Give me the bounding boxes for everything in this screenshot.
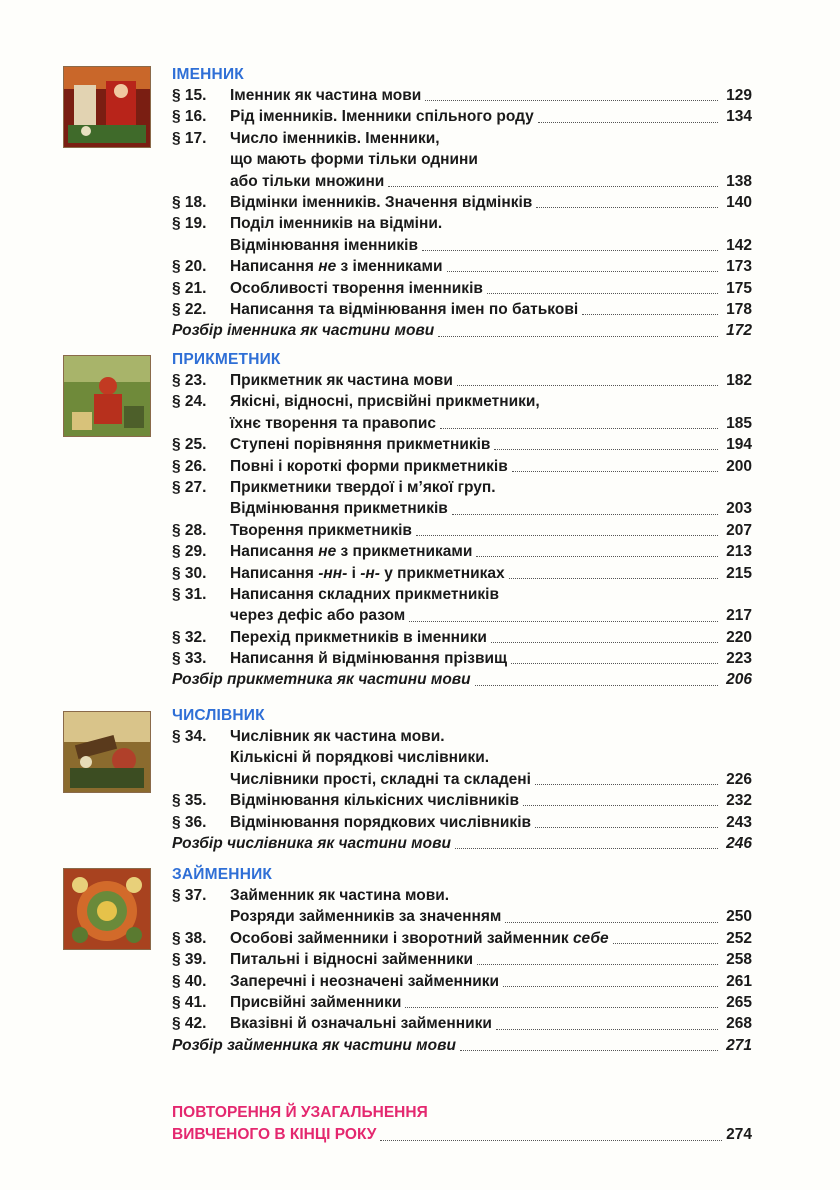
section-illustration (63, 868, 151, 950)
toc-entry (172, 192, 752, 213)
leader-dots (496, 1029, 718, 1030)
entry-title: Повні і короткі форми прикметників (230, 457, 508, 475)
final-title-line-2: ВИВЧЕНОГО В КІНЦІ РОКУ 274 (172, 1124, 752, 1146)
entry-title: Особливості творення іменників (230, 279, 483, 297)
toc-entry (172, 928, 752, 949)
entry-title-part: Написання (230, 564, 319, 582)
paragraph-number: § 19. (172, 215, 207, 233)
paragraph-number: § 25. (172, 436, 207, 454)
page-number: 173 (726, 258, 752, 276)
toc-entry (172, 498, 752, 519)
toc-entry (172, 906, 752, 927)
paragraph-number: § 40. (172, 972, 207, 990)
toc-entry (172, 669, 752, 690)
entry-title: Прикметники твердої і м’якої груп. (230, 478, 496, 496)
leader-dots (487, 293, 718, 294)
page-number: 213 (726, 543, 752, 561)
section-entries (172, 885, 752, 1056)
entry-title: Числівник як частина мови. (230, 728, 445, 745)
leader-dots (380, 1140, 722, 1141)
toc-entry (172, 747, 752, 768)
paragraph-number: § 35. (172, 792, 207, 810)
toc-entry (172, 563, 752, 584)
leader-dots (455, 848, 718, 849)
toc-entry (172, 171, 752, 192)
leader-dots (425, 100, 718, 101)
page-number: 142 (726, 236, 752, 254)
paragraph-number: § 21. (172, 279, 207, 297)
leader-dots (416, 535, 718, 536)
toc-entry (172, 971, 752, 992)
page-number: 246 (726, 834, 752, 852)
leader-dots (523, 805, 718, 806)
entry-title: Відмінки іменників. Значення відмінків (230, 193, 533, 211)
entry-title: Вказівні й означальні займенники (230, 1015, 492, 1033)
paragraph-number: § 31. (172, 585, 207, 603)
page-number: 175 (726, 279, 752, 297)
entry-title (230, 256, 443, 277)
entry-title: Розбір числівника як частини мови (172, 834, 451, 852)
section-title: ІМЕННИК (172, 66, 244, 83)
entry-title: через дефіс або разом (230, 607, 406, 625)
leader-dots (535, 827, 718, 828)
leader-dots (538, 122, 718, 123)
toc-entry (172, 1035, 752, 1056)
paragraph-number: § 24. (172, 393, 207, 411)
paragraph-number: § 39. (172, 951, 207, 969)
paragraph-number: § 17. (172, 129, 207, 147)
entry-title-part: Особові займенники і зворотний займенник (230, 929, 573, 947)
paragraph-number: § 32. (172, 628, 207, 646)
toc-entry (172, 885, 752, 906)
entry-title: Розряди займенників за значенням (230, 908, 502, 926)
entry-title: Заперечні і неозначені займенники (230, 972, 500, 990)
leader-dots (422, 250, 718, 251)
entry-title: Відмінювання прикметників (230, 500, 448, 518)
entry-title: Іменник як частина мови (230, 87, 422, 104)
final-title-line-1: ПОВТОРЕННЯ Й УЗАГАЛЬНЕННЯ (172, 1104, 428, 1121)
toc-entry (172, 106, 752, 127)
page-number: 207 (726, 521, 752, 539)
entry-title: Ступені порівняння прикметників (230, 436, 491, 454)
leader-dots (388, 186, 718, 187)
leader-dots (438, 336, 718, 337)
paragraph-number: § 36. (172, 813, 207, 831)
entry-title: Займенник як частина мови. (230, 887, 450, 904)
entry-title: Число іменників. Іменники, (230, 129, 440, 147)
toc-entry (172, 128, 752, 149)
entry-title: Числівники прості, складні та складені (230, 770, 531, 788)
page-number: 185 (726, 414, 752, 432)
paragraph-number: § 34. (172, 728, 207, 745)
entry-title: Розбір займенника як частини мови (172, 1036, 456, 1054)
toc-entry (172, 627, 752, 648)
section-title: ПРИКМЕТНИК (172, 351, 281, 368)
entry-title: Кількісні й порядкові числівники. (230, 749, 490, 767)
toc-entry (172, 812, 752, 833)
page-number: 252 (726, 929, 752, 947)
toc-entry (172, 648, 752, 669)
paragraph-number: § 37. (172, 887, 207, 904)
toc-entry (172, 370, 752, 391)
entry-title-part: у прикметниках (379, 564, 505, 582)
entry-title: Перехід прикметників в іменники (230, 628, 487, 646)
leader-dots (505, 922, 718, 923)
page-number: 271 (726, 1036, 752, 1054)
entry-title: Написання та відмінювання імен по батькові (230, 300, 579, 318)
page-number: 194 (726, 436, 752, 454)
paragraph-number: § 38. (172, 929, 207, 947)
page-number: 182 (726, 372, 752, 389)
section-illustration (63, 711, 151, 793)
paragraph-number: § 27. (172, 478, 207, 496)
leader-dots (491, 642, 718, 643)
toc-entry (172, 413, 752, 434)
entry-title: Якісні, відносні, присвійні прикметники, (230, 393, 540, 411)
page-number: 274 (726, 1126, 752, 1143)
paragraph-number: § 20. (172, 258, 207, 276)
entry-title: Творення прикметників (230, 521, 412, 539)
leader-dots (536, 207, 718, 208)
toc-entry (172, 1013, 752, 1034)
leader-dots (452, 514, 718, 515)
page-number: 250 (726, 908, 752, 926)
toc-entry (172, 391, 752, 412)
leader-dots (477, 964, 718, 965)
toc-entry (172, 541, 752, 562)
toc-entry (172, 213, 752, 234)
page-number: 134 (726, 108, 752, 126)
page-number: 268 (726, 1015, 752, 1033)
toc-entry (172, 477, 752, 498)
paragraph-number: § 29. (172, 543, 207, 561)
section-illustration (63, 355, 151, 437)
toc-entry (172, 320, 752, 341)
page-number: 140 (726, 193, 752, 211)
final-review-section (172, 1102, 752, 1146)
entry-title-italic: себе (572, 929, 609, 947)
paragraph-number: § 30. (172, 564, 207, 582)
entry-title-part: з прикметниками (336, 543, 473, 561)
entry-title-italic: не (318, 543, 337, 561)
paragraph-number: § 15. (172, 87, 207, 104)
leader-dots (509, 578, 718, 579)
leader-dots (405, 1007, 718, 1008)
toc-entry (172, 949, 752, 970)
toc-entry (172, 256, 752, 277)
entry-title: Рід іменників. Іменники спільного роду (230, 108, 534, 126)
leader-dots (447, 271, 718, 272)
page-number: 217 (726, 607, 752, 625)
section-entries (172, 85, 752, 342)
page-number: 200 (726, 457, 752, 475)
leader-dots (475, 685, 718, 686)
toc-entry (172, 235, 752, 256)
entry-title-part: Написання (230, 543, 319, 561)
page-number: 206 (726, 671, 752, 689)
section-illustration (63, 66, 151, 148)
toc-entry (172, 605, 752, 626)
section-entries (172, 726, 752, 854)
entry-title: Поділ іменників на відміни. (230, 215, 443, 233)
leader-dots (494, 449, 718, 450)
entry-title: Написання й відмінювання прізвищ (230, 650, 508, 668)
section-title: ЗАЙМЕННИК (172, 866, 273, 883)
page-number: 243 (726, 813, 752, 831)
toc-entry (172, 149, 752, 170)
leader-dots (511, 663, 718, 664)
section-title: ЧИСЛІВНИК (172, 707, 265, 724)
section-entries (172, 370, 752, 691)
toc-entry (172, 584, 752, 605)
toc-entry (172, 85, 752, 106)
entry-title-italic: не (318, 258, 337, 276)
entry-title: Питальні і відносні займенники (230, 951, 474, 969)
entry-title (230, 928, 609, 949)
paragraph-number: § 22. (172, 300, 207, 318)
page-number: 226 (726, 770, 752, 788)
page-number: 215 (726, 564, 752, 582)
page-number: 258 (726, 951, 752, 969)
entry-title-part: Написання (230, 258, 319, 276)
entry-title (230, 541, 472, 562)
paragraph-number: § 18. (172, 193, 207, 211)
page-number: 261 (726, 972, 752, 990)
entry-title (230, 563, 505, 584)
toc-entry (172, 790, 752, 811)
leader-dots (476, 556, 718, 557)
entry-title: Відмінювання кількісних числівників (230, 792, 519, 810)
paragraph-number: § 42. (172, 1015, 207, 1033)
leader-dots (582, 314, 718, 315)
leader-dots (460, 1050, 718, 1051)
entry-title: Присвійні займенники (230, 993, 402, 1011)
entry-title: Відмінювання іменників (230, 236, 418, 254)
toc-entry (172, 992, 752, 1013)
paragraph-number: § 16. (172, 108, 207, 126)
entry-title-part: з іменниками (336, 258, 443, 276)
entry-title: Прикметник як частина мови (230, 372, 453, 389)
page-number: 220 (726, 628, 752, 646)
leader-dots (409, 621, 718, 622)
leader-dots (440, 428, 718, 429)
entry-title: Написання складних прикметників (230, 585, 499, 603)
toc-entry (172, 299, 752, 320)
paragraph-number: § 41. (172, 993, 207, 1011)
paragraph-number: § 23. (172, 372, 207, 389)
leader-dots (503, 986, 718, 987)
leader-dots (613, 943, 718, 944)
paragraph-number: § 28. (172, 521, 207, 539)
toc-entry (172, 833, 752, 854)
leader-dots (457, 385, 718, 386)
toc-entry (172, 456, 752, 477)
leader-dots (535, 784, 718, 785)
toc-entry (172, 278, 752, 299)
toc-entry (172, 769, 752, 790)
toc-entry (172, 520, 752, 541)
page-number: 203 (726, 500, 752, 518)
page-number: 178 (726, 300, 752, 318)
entry-title: що мають форми тільки однини (230, 151, 478, 169)
entry-title: Розбір прикметника як частини мови (172, 671, 471, 689)
entry-title: Відмінювання порядкових числівників (230, 813, 532, 831)
entry-title-italic: -н- (360, 564, 380, 582)
entry-title-italic: -нн- (318, 564, 348, 582)
entry-title: або тільки множини (230, 172, 385, 190)
page-number: 232 (726, 792, 752, 810)
page-number: 223 (726, 650, 752, 668)
paragraph-number: § 26. (172, 457, 207, 475)
toc-entry (172, 726, 752, 747)
leader-dots (512, 471, 718, 472)
toc-entry (172, 434, 752, 455)
page-number: 172 (726, 322, 752, 340)
entry-title: Розбір іменника як частини мови (172, 322, 435, 340)
entry-title-part: і (347, 564, 361, 582)
paragraph-number: § 33. (172, 650, 207, 668)
page-number: 129 (726, 87, 752, 104)
entry-title: їхнє творення та правопис (230, 414, 437, 432)
page-number: 265 (726, 993, 752, 1011)
page-number: 138 (726, 172, 752, 190)
